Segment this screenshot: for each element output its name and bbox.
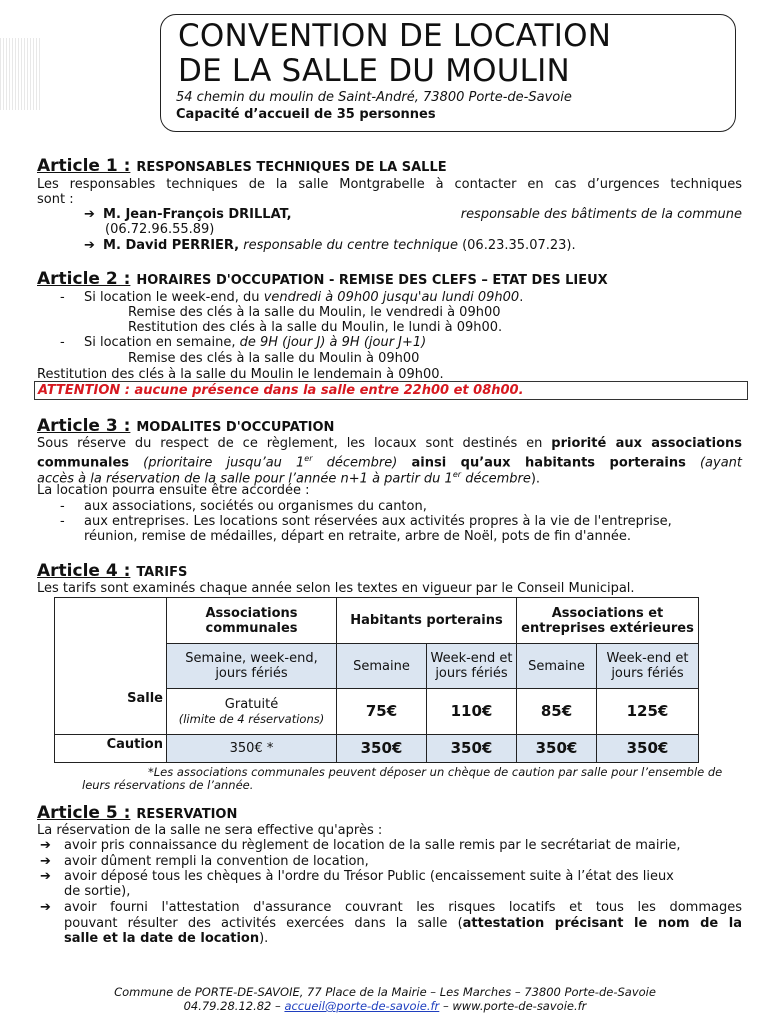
article3-line4: La location pourra ensuite être accordée :: [37, 483, 310, 498]
article1-heading: [37, 156, 447, 176]
arrow-icon: ➔: [84, 238, 95, 253]
col-header-assoc: Associations communales: [167, 598, 337, 644]
caution-ext-semaine: 350€: [517, 735, 597, 763]
line1-bold: priorité aux associations: [551, 436, 742, 451]
col-header-ext: Associations et entreprises extérieures: [517, 598, 699, 644]
salle-ext-weekend: 125€: [597, 689, 699, 735]
arrow-icon: ➔: [84, 207, 95, 222]
line3-italic: accès à la réservation de la salle pour l’année n+1 à partir du 1: [37, 471, 453, 487]
article5-item4-3: [64, 931, 268, 946]
arrow-icon: ➔: [40, 869, 51, 884]
venue-capacity: Capacité d’accueil de 35 personnes: [176, 107, 436, 122]
weekend-rental: [84, 290, 523, 305]
contact1-role: responsable des bâtiments de la commune: [460, 207, 742, 222]
article4-title: TARIFS: [136, 565, 188, 580]
footer-email-link[interactable]: accueil@porte-de-savoie.fr: [284, 999, 440, 1013]
sub-header-weekend: Week-end et jours fériés: [427, 644, 517, 689]
weekend-remise: Remise des clés à la salle du Moulin, le vendredi à 09h00: [128, 305, 501, 320]
article3-bullet2: aux entreprises. Les locations sont réservées aux activités propres à la vie de l'entreprise,: [84, 514, 672, 529]
line3-end: ).: [530, 471, 541, 487]
salle-ext-semaine: 85€: [517, 689, 597, 735]
weekday-remise: Remise des clés à la salle du Moulin à 09h00: [128, 351, 420, 366]
article5-intro: La réservation de la salle ne sera effective qu'après :: [37, 823, 383, 838]
contact2-name: M. David PERRIER,: [103, 238, 240, 253]
footer-phone: 04.79.28.12.82 –: [183, 999, 285, 1013]
article3-title: MODALITES D'OCCUPATION: [136, 420, 335, 435]
arrow-icon: ➔: [40, 838, 51, 853]
item4-bold: attestation précisant le nom de la: [462, 916, 742, 931]
article3-line1: [37, 436, 742, 451]
weekday-restitution: Restitution des clés à la salle du Moulin le lendemain à 09h00.: [37, 367, 444, 382]
article3-bullet2-2: réunion, remise de médailles, départ en retraite, arbre de Noël, pots de fin d'année.: [84, 529, 632, 544]
item4-end: ).: [259, 931, 269, 946]
article1-intro-2: sont :: [37, 192, 74, 207]
salle-hab-semaine: 75€: [337, 689, 427, 735]
tarifs-footnote: *Les associations communales peuvent déposer un chèque de caution par salle pour l’ensemble de: [148, 765, 723, 779]
line2-italic: (prioritaire jusqu’au 1: [129, 455, 305, 471]
footer-address: Commune de PORTE-DE-SAVOIE, 77 Place de la Mairie – Les Marches – 73800 Porte-de-Savoie: [114, 985, 656, 999]
weekend-restitution: Restitution des clés à la salle du Moulin, le lundi à 09h00.: [128, 320, 503, 335]
dash-icon: -: [60, 514, 65, 529]
contact2-phone: (06.23.35.07.23).: [462, 238, 576, 253]
line2-sup: er: [304, 454, 313, 463]
article2-number: Article 2 :: [37, 269, 131, 289]
caution-hab-semaine: 350€: [337, 735, 427, 763]
weekday-rental: [84, 335, 426, 350]
salle-hab-weekend: 110€: [427, 689, 517, 735]
contact1-phone: (06.72.96.55.89): [105, 222, 215, 237]
line1-text: Sous réserve du respect de ce règlement, les locaux sont destinés en: [37, 436, 552, 451]
footer-contact: [0, 999, 770, 1013]
sub-header-semaine: Semaine: [337, 644, 427, 689]
article1-contact1: [84, 207, 742, 222]
article4-intro: Les tarifs sont examinés chaque année selon les textes en vigueur par le Conseil Municipal.: [37, 581, 635, 596]
footer-web: – www.porte-de-savoie.fr: [439, 999, 587, 1013]
article5-heading: [37, 803, 237, 823]
caution-hab-weekend: 350€: [427, 735, 517, 763]
col-header-habitants: Habitants porterains: [337, 598, 517, 644]
arrow-icon: ➔: [40, 854, 51, 869]
article3-heading: [37, 416, 334, 436]
article3-number: Article 3 :: [37, 416, 131, 436]
article5-item4-2: [64, 916, 742, 931]
arrow-icon: ➔: [40, 900, 51, 915]
caution-ext-weekend: 350€: [597, 735, 699, 763]
item4-text: pouvant résulter des activités exercées dans la salle (: [64, 916, 463, 931]
article5-item4: avoir fourni l'attestation d'assurance couvrant les risques locatifs et tous les dommages: [64, 900, 742, 915]
article1-number: Article 1 :: [37, 156, 131, 176]
row-label-caution: Caution: [55, 735, 167, 763]
line3-sup: er: [452, 470, 462, 479]
contact1-name: M. Jean-François DRILLAT,: [103, 207, 292, 222]
sub-header-semaine: Semaine: [517, 644, 597, 689]
salle-assoc-note: (limite de 4 réservations): [178, 712, 325, 726]
article5-title: RESERVATION: [136, 807, 238, 822]
tarifs-table: [54, 597, 699, 763]
article5-item1: avoir pris connaissance du règlement de location de la salle remis par le secrétariat de mairie,: [64, 838, 681, 853]
article4-heading: [37, 561, 187, 581]
attention-box: [34, 381, 748, 400]
line2-bold-2: ainsi qu’aux habitants porterains: [411, 455, 686, 471]
article2-heading: [37, 269, 608, 289]
weekend-suffix: .: [519, 290, 524, 305]
row-label-salle: Salle: [55, 689, 167, 735]
sub-header-weekend: Week-end et jours fériés: [597, 644, 699, 689]
document-title-line2: DE LA SALLE DU MOULIN: [178, 53, 570, 89]
article4-number: Article 4 :: [37, 561, 131, 581]
article2-title: HORAIRES D'OCCUPATION - REMISE DES CLEFS – ETAT DES LIEUX: [136, 273, 608, 288]
attention-text: ATTENTION : aucune présence dans la salle entre 22h00 et 08h00.: [38, 383, 524, 398]
article5-item3: avoir déposé tous les chèques à l'ordre du Trésor Public (encaissement suite à l’état des lieux: [64, 869, 674, 884]
sub-header-assoc: Semaine, week-end, jours fériés: [167, 644, 337, 689]
item4-bold-2: salle et la date de location: [64, 931, 260, 946]
document-title-line1: CONVENTION DE LOCATION: [178, 18, 612, 54]
article1-intro: Les responsables techniques de la salle Montgrabelle à contacter en cas d’urgences techniques: [37, 177, 742, 192]
tarifs-footnote-2: leurs réservations de l’année.: [82, 778, 254, 792]
line2-bold: communales: [37, 455, 130, 471]
article1-contact2: [84, 238, 576, 253]
salle-assoc-cell: [167, 689, 337, 735]
table-corner: [55, 598, 167, 689]
weekend-hours: vendredi à 09h00 jusqu'au lundi 09h00: [263, 290, 520, 305]
salle-assoc-value: Gratuité: [224, 697, 279, 712]
dash-icon: -: [60, 499, 65, 514]
venue-address: 54 chemin du moulin de Saint-André, 73800 Porte-de-Savoie: [176, 90, 572, 105]
dash-icon: -: [60, 335, 65, 350]
line3-italic-end: décembre: [461, 471, 531, 487]
article3-bullet1: aux associations, sociétés ou organismes du canton,: [84, 499, 427, 514]
article1-title: RESPONSABLES TECHNIQUES DE LA SALLE: [136, 160, 447, 175]
weekend-prefix: Si location le week-end, du: [84, 290, 264, 305]
weekday-hours: de 9H (jour J) à 9H (jour J+1): [239, 335, 427, 350]
weekday-prefix: Si location en semaine,: [84, 335, 240, 350]
article5-number: Article 5 :: [37, 803, 131, 823]
line2-italic-2: (ayant: [685, 455, 742, 471]
article5-item3-2: de sortie),: [64, 884, 131, 899]
scan-artifact: [0, 38, 40, 110]
contact2-role: responsable du centre technique: [243, 238, 458, 253]
caution-assoc: 350€ *: [167, 735, 337, 763]
dash-icon: -: [60, 290, 65, 305]
article5-item2: avoir dûment rempli la convention de location,: [64, 854, 369, 869]
line2-italic-end: décembre): [312, 455, 412, 471]
